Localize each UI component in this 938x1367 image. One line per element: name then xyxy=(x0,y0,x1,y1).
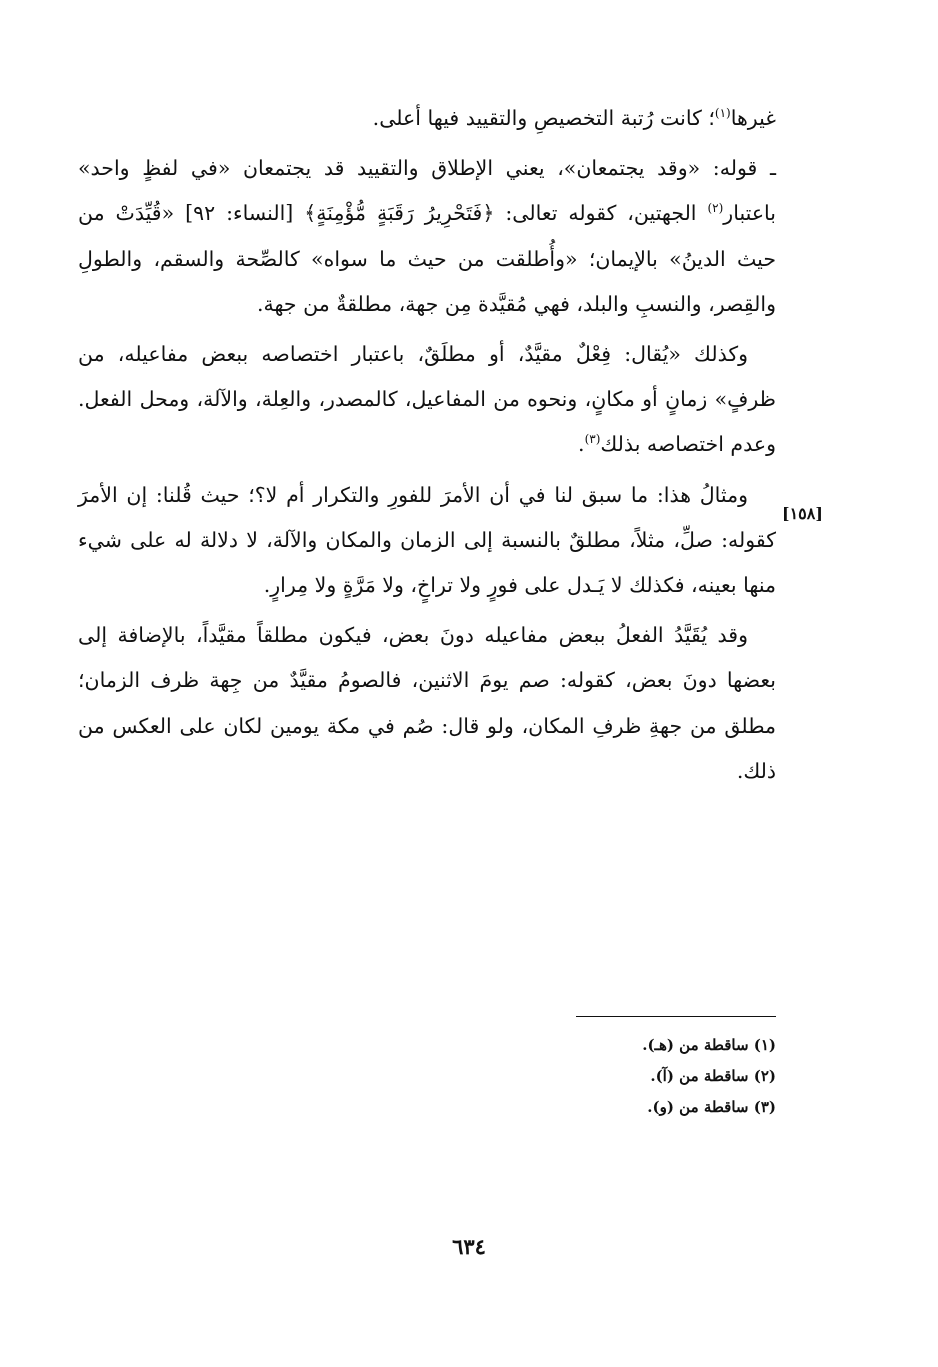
paragraph-2 xyxy=(78,146,776,327)
footnote-ref-1[interactable]: (١) xyxy=(714,106,731,121)
main-text xyxy=(78,96,776,799)
paragraph-text: غيرها xyxy=(730,106,776,130)
paragraph-text: . xyxy=(578,432,585,457)
footnote-1: (١) ساقطة من (هـ). xyxy=(642,1036,776,1054)
page-number: ٦٣٤ xyxy=(452,1234,486,1259)
paragraph-text: وكذلك «يُقال: فِعْلٌ مقيَّدٌ، أو مطلَقٌ، باعتبار اختصاصه ببعض مفاعيله، من ظرفٍ» زمانٍ أو مكانٍ، ونحوه من المفاعيل، كالمصدر، والعِلة، والآلة، ومحل الفعل. وعدم اختصاصه بذلك xyxy=(78,342,776,457)
margin-reference-number: [١٥٨] xyxy=(782,504,823,523)
paragraph-text: الجهتين، كقوله تعالى: ﴿فَتَحْرِيرُ رَقَبَةٍ مُّؤْمِنَةٍ﴾ [النساء: ٩٢] «قُيِّدَتْ من حيث الدينُ» بالإيمان؛ «وأُطلقت من حيث ما سواه» كالصِّحة والسقم، والطولِ والقِصر، والنسبِ والبلد، فهي مُقيَّدة مِن جهة، مطلقةٌ من جهة. xyxy=(78,201,776,316)
footnote-ref-3[interactable]: (٣) xyxy=(584,432,601,447)
footnotes xyxy=(476,1030,776,1123)
footnote-2: (٢) ساقطة من (آ). xyxy=(650,1067,776,1085)
paragraph-text: ـ قوله: «وقد يجتمعان»، يعني الإطلاق والتقييد قد يجتمعان «في لفظٍ واحد» باعتبار xyxy=(78,156,776,226)
paragraph-text: ومثالُ هذا: ما سبق لنا في أن الأمرَ للفورِ والتكرار أم لا؟؛ حيث قُلنا: إن الأمرَ كقوله: صلِّ، مثلاً، مطلقٌ بالنسبة إلى الزمان والمكان والآلة، لا دلالة له على شيء منها بعينه، فكذلك لا يَـدل على فورٍ ولا تراخٍ، ولا مَرَّةٍ ولا مِرارٍ. xyxy=(78,482,776,598)
paragraph-text: وقد يُقَيَّدُ الفعلُ ببعض مفاعيله دونَ بعض، فيكون مطلقاً مقيَّداً، بالإضافة إلى بعضها دونَ بعض، كقوله: صم يومَ الاثنين، فالصومُ مقيَّدٌ من جِهة ظرف الزمان؛ مطلق من جهةِ ظرفِ المكان، ولو قال: صُم في مكة يومين لكان على العكس من ذلك. xyxy=(78,623,776,783)
footnote-divider xyxy=(576,1016,776,1017)
paragraph-3 xyxy=(78,332,776,468)
paragraph-5 xyxy=(78,613,776,794)
footnote-ref-2[interactable]: (٢) xyxy=(707,201,724,216)
footnote-3: (٣) ساقطة من (و). xyxy=(647,1098,776,1116)
paragraph-text: ؛ كانت رُتبة التخصيصِ والتقييد فيها أعلى. xyxy=(372,106,715,130)
paragraph-4 xyxy=(78,473,776,609)
paragraph-1 xyxy=(78,96,776,141)
